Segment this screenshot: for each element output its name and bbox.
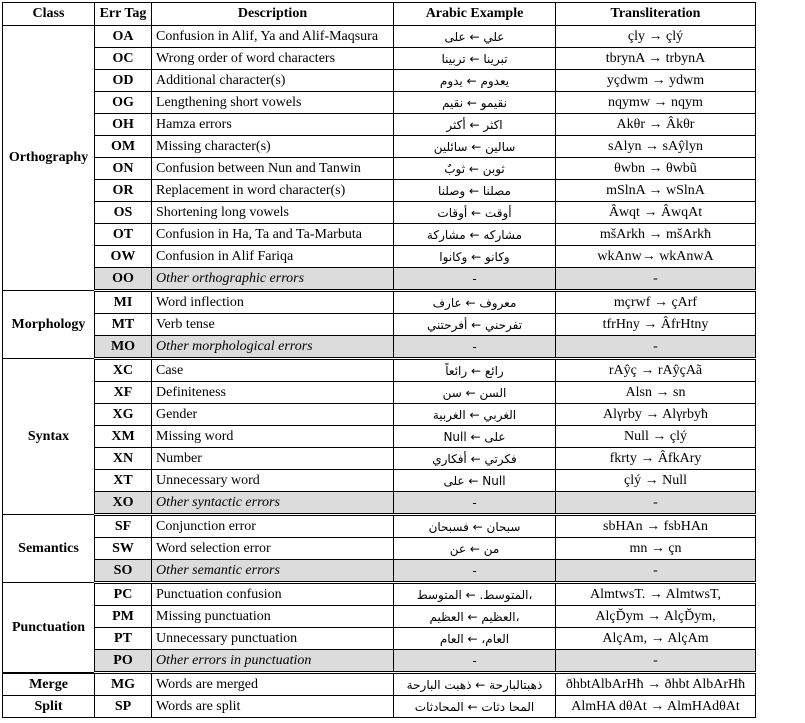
error-description: Other orthographic errors xyxy=(152,268,394,291)
arabic-example: السن ← سن xyxy=(394,382,556,404)
error-description: Missing word xyxy=(152,426,394,448)
arabic-example: من ← عن xyxy=(394,538,556,560)
transliteration: yçdwm → ydwm xyxy=(556,70,756,92)
header-arabic-example: Arabic Example xyxy=(394,3,556,26)
class-cell: Orthography xyxy=(3,26,95,291)
arabic-example: ثوبن ← ثوبٌ xyxy=(394,158,556,180)
arabic-example: يعدوم ← يدوم xyxy=(394,70,556,92)
table-row-other xyxy=(3,268,756,291)
error-tag: XM xyxy=(95,426,152,448)
arabic-example: اكثر ← أكثر xyxy=(394,114,556,136)
table-row xyxy=(3,158,756,180)
transliteration: nqymw → nqym xyxy=(556,92,756,114)
error-description: Hamza errors xyxy=(152,114,394,136)
error-tag: XC xyxy=(95,359,152,382)
error-description: Gender xyxy=(152,404,394,426)
transliteration: - xyxy=(556,336,756,359)
error-description: Definiteness xyxy=(152,382,394,404)
error-tag: XN xyxy=(95,448,152,470)
arabic-example: العظيم ← العظيم، xyxy=(394,606,556,628)
table-row xyxy=(3,404,756,426)
error-description: Other errors in punctuation xyxy=(152,650,394,673)
table-row xyxy=(3,48,756,70)
header-err-tag: Err Tag xyxy=(95,3,152,26)
error-tag: SW xyxy=(95,538,152,560)
transliteration: tbrynA → trbynA xyxy=(556,48,756,70)
table-row xyxy=(3,382,756,404)
transliteration: AlmtwsT. → AlmtwsT, xyxy=(556,583,756,606)
error-description: Other semantic errors xyxy=(152,560,394,583)
transliteration: - xyxy=(556,650,756,673)
transliteration: sbHAn → fsbHAn xyxy=(556,515,756,538)
header-class: Class xyxy=(3,3,95,26)
error-description: Missing character(s) xyxy=(152,136,394,158)
table-row xyxy=(3,538,756,560)
error-description: Shortening long vowels xyxy=(152,202,394,224)
error-description: Additional character(s) xyxy=(152,70,394,92)
table-row xyxy=(3,180,756,202)
error-tag: SP xyxy=(95,696,152,718)
error-tag: OM xyxy=(95,136,152,158)
table-row xyxy=(3,114,756,136)
transliteration: - xyxy=(556,268,756,291)
error-description: Other morphological errors xyxy=(152,336,394,359)
transliteration: Âwqt → ÂwqAt xyxy=(556,202,756,224)
error-description: Case xyxy=(152,359,394,382)
error-tag: OT xyxy=(95,224,152,246)
error-description: Word inflection xyxy=(152,291,394,314)
transliteration: AlmHA dθAt → AlmHAdθAt xyxy=(556,696,756,718)
error-description: Word selection error xyxy=(152,538,394,560)
error-tag: PT xyxy=(95,628,152,650)
table-row xyxy=(3,470,756,492)
error-description: Words are merged xyxy=(152,674,394,696)
error-tag: OO xyxy=(95,268,152,291)
class-cell: Morphology xyxy=(3,291,95,359)
arabic-example: تبرينا ← تربينا xyxy=(394,48,556,70)
error-tag: OH xyxy=(95,114,152,136)
table-row-other xyxy=(3,560,756,583)
table-row-other xyxy=(3,336,756,359)
table-row xyxy=(3,448,756,470)
table-row xyxy=(3,628,756,650)
transliteration: rAŷç → rAŷçAã xyxy=(556,359,756,382)
transliteration: Akθr → Âkθr xyxy=(556,114,756,136)
transliteration: Null → çlý xyxy=(556,426,756,448)
error-description: Other syntactic errors xyxy=(152,492,394,515)
table-row-other xyxy=(3,650,756,673)
error-description: Missing punctuation xyxy=(152,606,394,628)
table-row xyxy=(3,515,756,538)
error-tag: OR xyxy=(95,180,152,202)
error-tag: OA xyxy=(95,26,152,48)
arabic-example: مصلنا ← وصلنا xyxy=(394,180,556,202)
error-description: Confusion in Alif Fariqa xyxy=(152,246,394,268)
class-cell: Split xyxy=(3,696,95,718)
class-cell: Syntax xyxy=(3,359,95,515)
header-description: Description xyxy=(152,3,394,26)
table-row xyxy=(3,202,756,224)
arabic-example: الغربي ← الغربية xyxy=(394,404,556,426)
arabic-example: - xyxy=(394,268,556,291)
error-tag: MO xyxy=(95,336,152,359)
class-cell: Punctuation xyxy=(3,583,95,673)
arabic-example: معروف ← عارف xyxy=(394,291,556,314)
transliteration: mn → çn xyxy=(556,538,756,560)
class-cell: Merge xyxy=(3,674,95,696)
arabic-example: وكانو ← وكانوا xyxy=(394,246,556,268)
arabic-example: - xyxy=(394,336,556,359)
error-description: Confusion in Ha, Ta and Ta-Marbuta xyxy=(152,224,394,246)
transliteration: θwbn → θwbũ xyxy=(556,158,756,180)
error-tag: XO xyxy=(95,492,152,515)
table-row xyxy=(3,426,756,448)
error-tag: XT xyxy=(95,470,152,492)
transliteration: ðhbtAlbArHħ → ðhbt AlbArHħ xyxy=(556,674,756,696)
error-description: Verb tense xyxy=(152,314,394,336)
error-tag: PC xyxy=(95,583,152,606)
transliteration: çly → çlý xyxy=(556,26,756,48)
header-row xyxy=(3,3,756,26)
error-tag: OS xyxy=(95,202,152,224)
transliteration: çlý → Null xyxy=(556,470,756,492)
arabic-example: فكرتي ← أفكاري xyxy=(394,448,556,470)
error-tag: XG xyxy=(95,404,152,426)
transliteration: mSlnA → wSlnA xyxy=(556,180,756,202)
error-description: Conjunction error xyxy=(152,515,394,538)
table-body xyxy=(3,26,756,673)
table-row xyxy=(3,224,756,246)
arabic-example: على ← Null xyxy=(394,470,556,492)
merge-split-table xyxy=(2,673,756,718)
table-row xyxy=(3,92,756,114)
arabic-example: ذهبتالبارحة ← ذهبت البارحة xyxy=(394,674,556,696)
error-tag: ON xyxy=(95,158,152,180)
table-row xyxy=(3,583,756,606)
merge-split-body xyxy=(3,674,756,718)
error-description: Number xyxy=(152,448,394,470)
arabic-example: - xyxy=(394,492,556,515)
error-tag: PO xyxy=(95,650,152,673)
error-description: Punctuation confusion xyxy=(152,583,394,606)
table-row xyxy=(3,136,756,158)
arabic-example: المحا دثات ← المحادثات xyxy=(394,696,556,718)
table-row xyxy=(3,674,756,696)
error-tag: OD xyxy=(95,70,152,92)
arabic-example: المتوسط. ← المتوسط، xyxy=(394,583,556,606)
error-description: Confusion in Alif, Ya and Alif-Maqsura xyxy=(152,26,394,48)
transliteration: - xyxy=(556,492,756,515)
table-row xyxy=(3,696,756,718)
transliteration: Alsn → sn xyxy=(556,382,756,404)
arabic-example: أوقت ← أوقات xyxy=(394,202,556,224)
table-row xyxy=(3,70,756,92)
error-tag: SO xyxy=(95,560,152,583)
error-description: Confusion between Nun and Tanwin xyxy=(152,158,394,180)
arabic-example: نقيمو ← نقيم xyxy=(394,92,556,114)
transliteration: mçrwf → çArf xyxy=(556,291,756,314)
arabic-example: تفرحني ← أفرحتني xyxy=(394,314,556,336)
table-row xyxy=(3,246,756,268)
arabic-example: علي ← على xyxy=(394,26,556,48)
transliteration: mšArkh → mšArkħ xyxy=(556,224,756,246)
transliteration: tfrHny → ÂfrHtny xyxy=(556,314,756,336)
arabic-example: سالين ← سائلين xyxy=(394,136,556,158)
error-tag: MI xyxy=(95,291,152,314)
arabic-example: رائع ← رائعاً xyxy=(394,359,556,382)
transliteration: - xyxy=(556,560,756,583)
arabic-example: - xyxy=(394,650,556,673)
arabic-example: العام، ← العام xyxy=(394,628,556,650)
transliteration: Alγrby → Alγrbyħ xyxy=(556,404,756,426)
error-taxonomy-table xyxy=(2,2,756,674)
error-description: Words are split xyxy=(152,696,394,718)
transliteration: AlçĎym → AlçĎym, xyxy=(556,606,756,628)
error-tag: OW xyxy=(95,246,152,268)
error-tag: PM xyxy=(95,606,152,628)
table-row xyxy=(3,359,756,382)
transliteration: wkAnw→ wkAnwA xyxy=(556,246,756,268)
class-cell: Semantics xyxy=(3,515,95,583)
table-row xyxy=(3,606,756,628)
error-description: Replacement in word character(s) xyxy=(152,180,394,202)
table-row xyxy=(3,314,756,336)
arabic-example: Null ← على xyxy=(394,426,556,448)
transliteration: AlçAm, → AlçAm xyxy=(556,628,756,650)
header-transliteration: Transliteration xyxy=(556,3,756,26)
error-tag: MG xyxy=(95,674,152,696)
table-row xyxy=(3,26,756,48)
table-row xyxy=(3,291,756,314)
error-description: Unnecessary word xyxy=(152,470,394,492)
error-description: Unnecessary punctuation xyxy=(152,628,394,650)
arabic-example: مشاركه ← مشاركة xyxy=(394,224,556,246)
error-tag: OC xyxy=(95,48,152,70)
error-description: Lengthening short vowels xyxy=(152,92,394,114)
error-tag: XF xyxy=(95,382,152,404)
transliteration: sAlyn → sAŷlyn xyxy=(556,136,756,158)
error-tag: SF xyxy=(95,515,152,538)
error-tag: OG xyxy=(95,92,152,114)
table-row-other xyxy=(3,492,756,515)
transliteration: fkrty → ÂfkAry xyxy=(556,448,756,470)
arabic-example: - xyxy=(394,560,556,583)
error-description: Wrong order of word characters xyxy=(152,48,394,70)
error-tag: MT xyxy=(95,314,152,336)
arabic-example: سبحان ← فسبحان xyxy=(394,515,556,538)
